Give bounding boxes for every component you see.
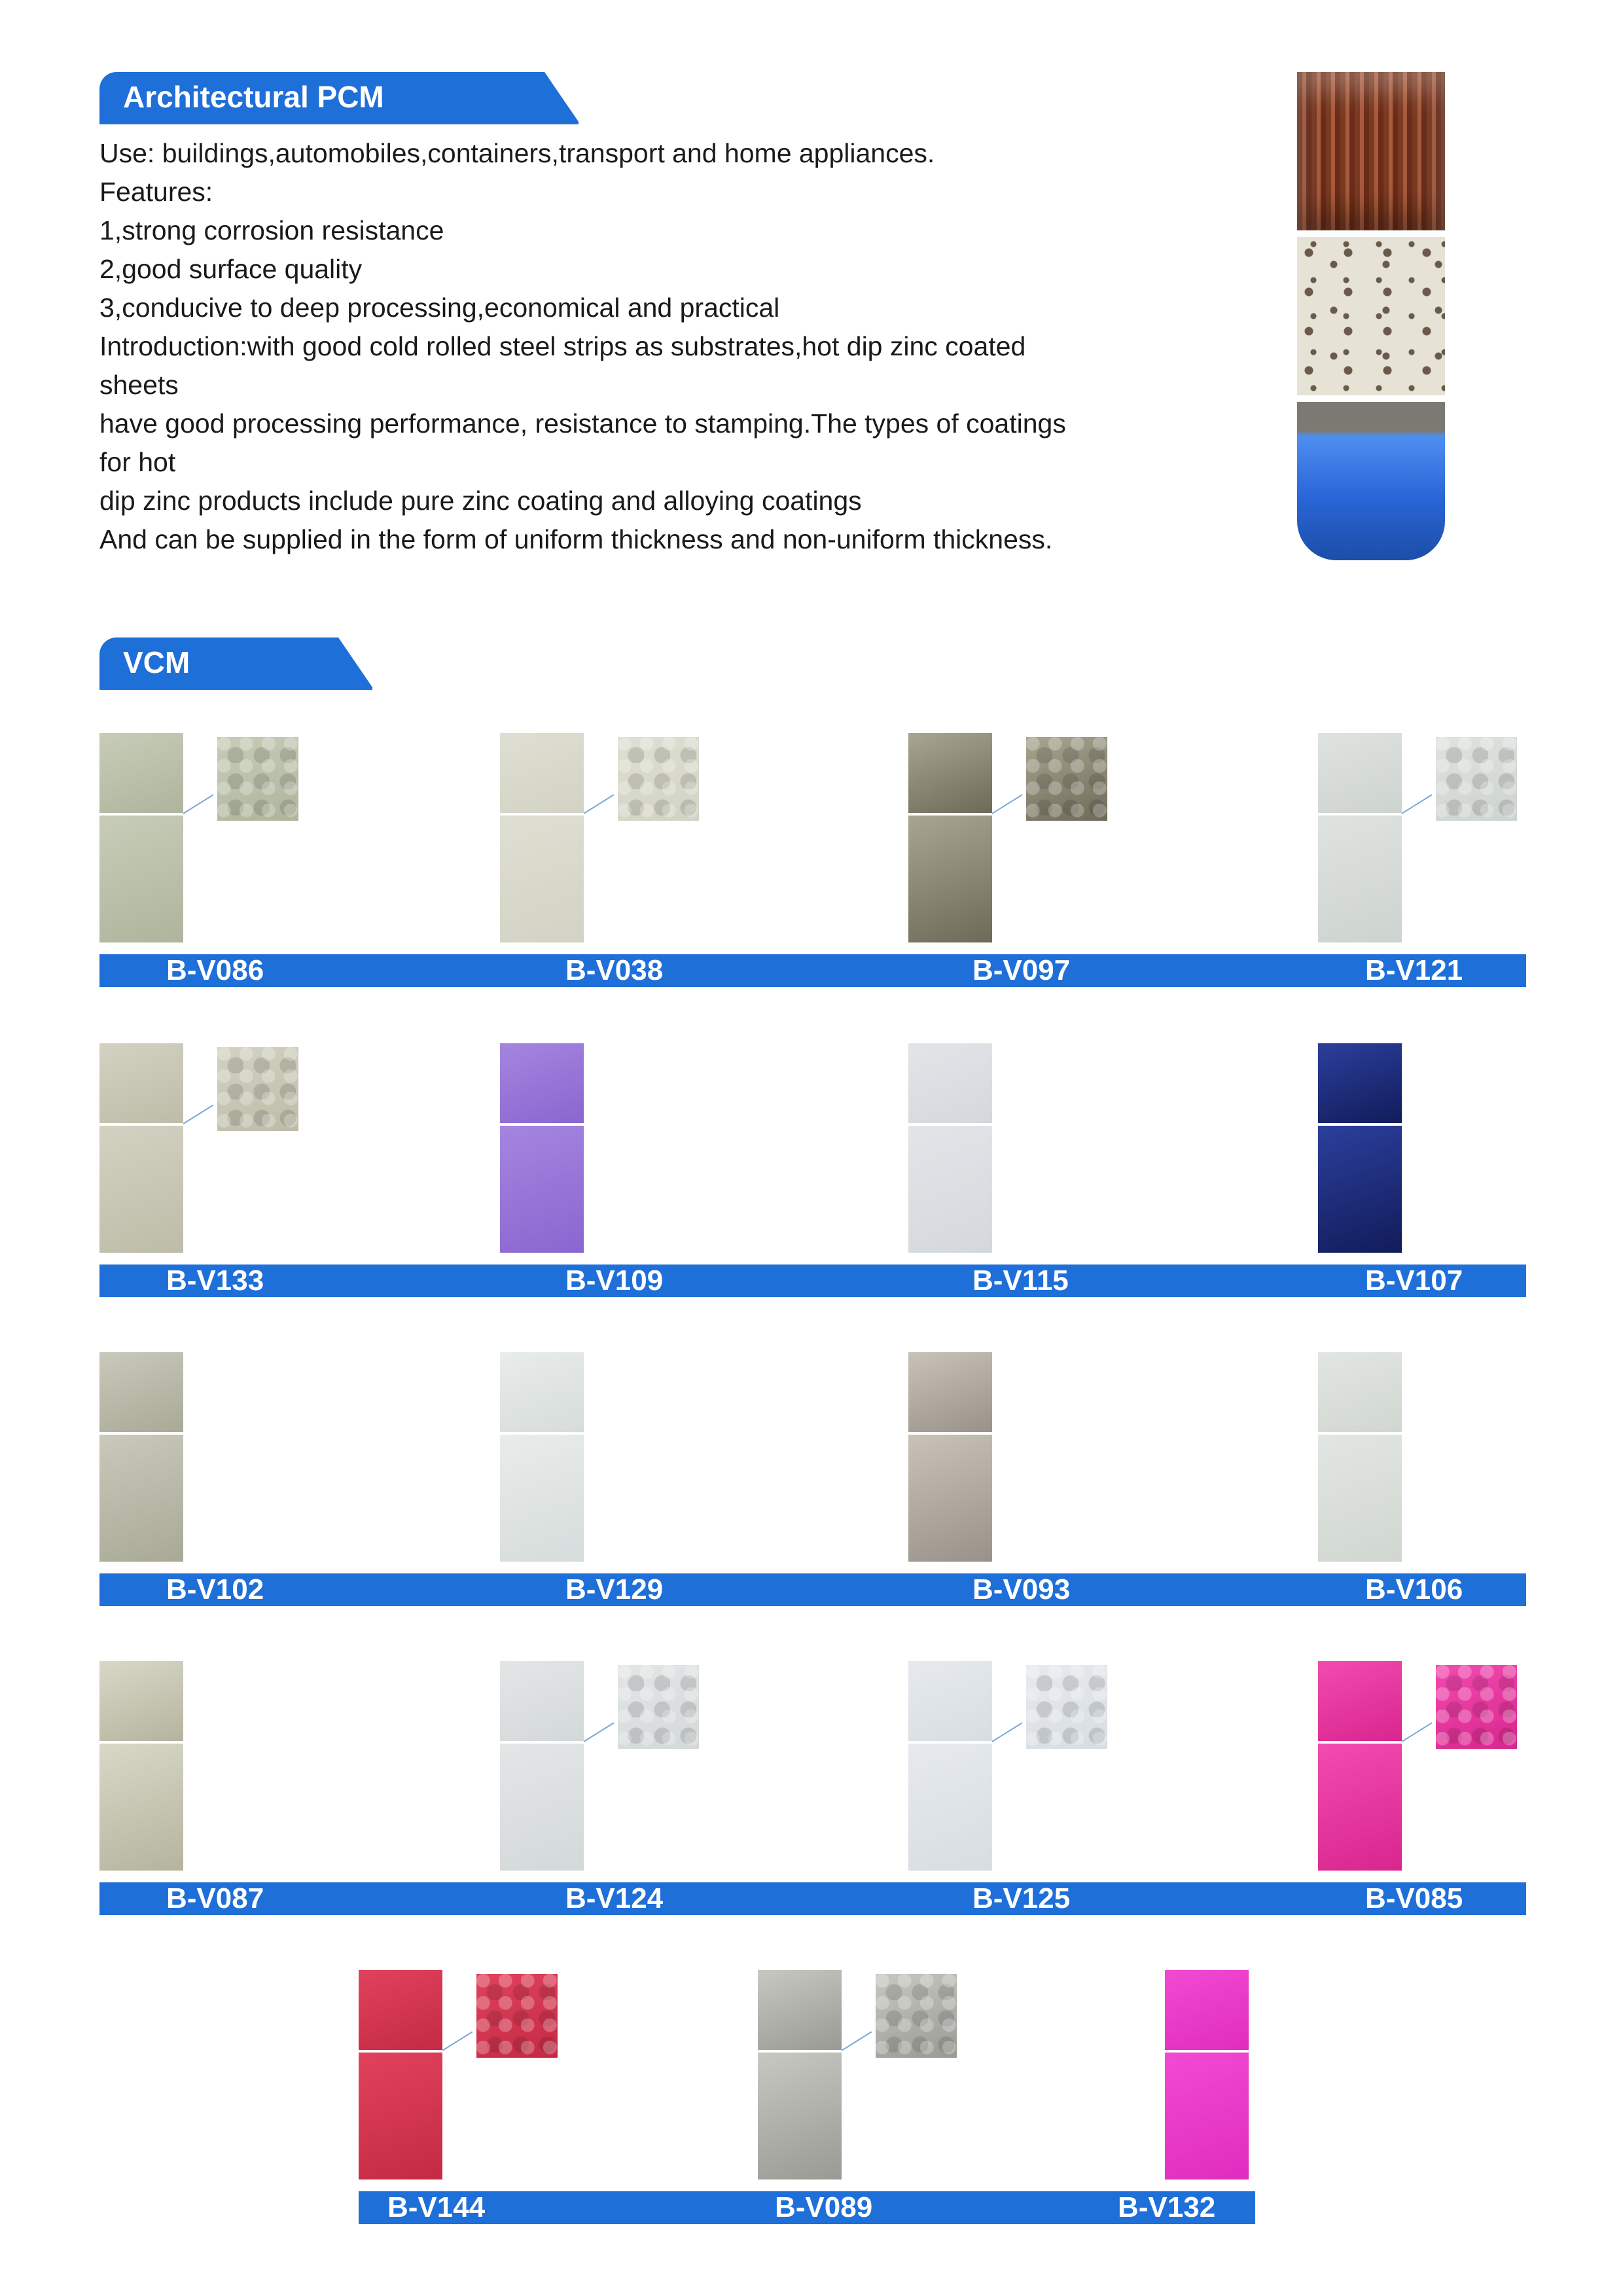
swatch-b-v087 bbox=[99, 1660, 183, 1872]
swatch-panel bbox=[908, 1661, 992, 1741]
zoom-pointer bbox=[841, 2032, 872, 2051]
swatch-panel bbox=[1165, 2053, 1249, 2179]
zoom-detail-b-v133 bbox=[217, 1047, 298, 1131]
zoom-detail-b-v089 bbox=[876, 1974, 957, 2058]
swatch-panel bbox=[1318, 1352, 1402, 1432]
intro-line: 1,strong corrosion resistance bbox=[99, 215, 444, 245]
intro-line: 2,good surface quality bbox=[99, 254, 363, 284]
swatch-code: B-V133 bbox=[166, 1265, 264, 1297]
swatch-panel bbox=[500, 1043, 584, 1123]
swatch-panel bbox=[908, 733, 992, 813]
swatch-b-v093 bbox=[908, 1351, 992, 1563]
hero-image-marble-pattern-coil bbox=[1297, 237, 1445, 395]
swatch-panel bbox=[1165, 1970, 1249, 2050]
zoom-detail-b-v125 bbox=[1026, 1665, 1107, 1749]
swatch-panel bbox=[99, 1661, 183, 1741]
swatch-code: B-V132 bbox=[1118, 2191, 1216, 2223]
swatch-panel bbox=[908, 1043, 992, 1123]
intro-line: Introduction:with good cold rolled steel strips as substrates,hot dip zinc coated sheets bbox=[99, 331, 1026, 400]
swatch-panel bbox=[500, 1435, 584, 1562]
swatch-panel bbox=[1318, 1661, 1402, 1741]
intro-line: 3,conducive to deep processing,economical and practical bbox=[99, 293, 780, 323]
swatch-panel bbox=[1318, 733, 1402, 813]
code-bar bbox=[99, 954, 1526, 987]
zoom-pointer bbox=[991, 795, 1022, 814]
swatch-panel bbox=[908, 816, 992, 942]
zoom-detail-b-v144 bbox=[476, 1974, 558, 2058]
swatch-b-v125 bbox=[908, 1660, 992, 1872]
swatch-panel bbox=[500, 1661, 584, 1741]
swatch-code: B-V125 bbox=[972, 1882, 1071, 1914]
swatch-panel bbox=[500, 1126, 584, 1253]
zoom-pointer bbox=[183, 795, 213, 814]
section-title-pcm-text: Architectural PCM bbox=[123, 80, 384, 114]
swatch-panel bbox=[1318, 1435, 1402, 1562]
hero-image-blue-coil bbox=[1297, 402, 1445, 560]
swatch-code: B-V087 bbox=[166, 1882, 264, 1914]
zoom-detail-b-v121 bbox=[1436, 737, 1517, 821]
swatch-panel bbox=[758, 2053, 842, 2179]
swatch-b-v102 bbox=[99, 1351, 183, 1563]
zoom-pointer bbox=[991, 1723, 1022, 1742]
swatch-code: B-V109 bbox=[565, 1265, 664, 1297]
swatch-code: B-V038 bbox=[565, 954, 664, 986]
swatch-panel bbox=[99, 1352, 183, 1432]
swatch-panel bbox=[1318, 1043, 1402, 1123]
swatch-code: B-V107 bbox=[1365, 1265, 1463, 1297]
zoom-pointer bbox=[183, 1105, 213, 1124]
swatch-panel bbox=[500, 1352, 584, 1432]
intro-line: dip zinc products include pure zinc coating and alloying coatings bbox=[99, 486, 862, 516]
swatch-panel bbox=[99, 816, 183, 942]
swatch-panel bbox=[359, 1970, 442, 2050]
swatch-panel bbox=[1318, 816, 1402, 942]
intro-line: Features: bbox=[99, 177, 213, 207]
swatch-panel bbox=[1318, 1126, 1402, 1253]
swatch-code: B-V097 bbox=[972, 954, 1071, 986]
swatch-panel bbox=[99, 1435, 183, 1562]
swatch-b-v106 bbox=[1318, 1351, 1402, 1563]
swatch-b-v086 bbox=[99, 732, 183, 944]
zoom-detail-b-v038 bbox=[618, 737, 699, 821]
section-title-pcm bbox=[99, 72, 531, 122]
swatch-panel bbox=[99, 1744, 183, 1871]
zoom-pointer bbox=[1401, 795, 1432, 814]
swatch-b-v132 bbox=[1165, 1969, 1249, 2181]
intro-line: Use: buildings,automobiles,containers,transport and home appliances. bbox=[99, 138, 935, 168]
swatch-code: B-V121 bbox=[1365, 954, 1463, 986]
intro-line: And can be supplied in the form of uniform thickness and non-uniform thickness. bbox=[99, 524, 1053, 554]
swatch-panel bbox=[908, 1352, 992, 1432]
swatch-panel bbox=[500, 1744, 584, 1871]
swatch-panel bbox=[908, 1435, 992, 1562]
swatch-code: B-V086 bbox=[166, 954, 264, 986]
swatch-b-v124 bbox=[500, 1660, 584, 1872]
swatch-code: B-V089 bbox=[775, 2191, 873, 2223]
swatch-panel bbox=[99, 1043, 183, 1123]
swatch-b-v089 bbox=[758, 1969, 842, 2181]
zoom-detail-b-v085 bbox=[1436, 1665, 1517, 1749]
intro-text bbox=[99, 134, 1068, 559]
swatch-b-v133 bbox=[99, 1042, 183, 1254]
swatch-panel bbox=[500, 733, 584, 813]
swatch-b-v129 bbox=[500, 1351, 584, 1563]
code-bar bbox=[99, 1573, 1526, 1606]
swatch-b-v109 bbox=[500, 1042, 584, 1254]
swatch-code: B-V093 bbox=[972, 1573, 1071, 1605]
zoom-pointer bbox=[442, 2032, 473, 2051]
swatch-panel bbox=[908, 1744, 992, 1871]
swatch-b-v107 bbox=[1318, 1042, 1402, 1254]
code-bar bbox=[99, 1882, 1526, 1915]
zoom-detail-b-v097 bbox=[1026, 737, 1107, 821]
swatch-panel bbox=[1318, 1744, 1402, 1871]
swatch-code: B-V102 bbox=[166, 1573, 264, 1605]
swatch-code: B-V129 bbox=[565, 1573, 664, 1605]
intro-line: have good processing performance, resistance to stamping.The types of coatings for hot bbox=[99, 408, 1066, 477]
swatch-code: B-V124 bbox=[565, 1882, 664, 1914]
swatch-b-v085 bbox=[1318, 1660, 1402, 1872]
swatch-b-v038 bbox=[500, 732, 584, 944]
swatch-panel bbox=[99, 1126, 183, 1253]
swatch-code: B-V115 bbox=[972, 1265, 1069, 1297]
swatch-code: B-V106 bbox=[1365, 1573, 1463, 1605]
swatch-b-v144 bbox=[359, 1969, 442, 2181]
swatch-panel bbox=[359, 2053, 442, 2179]
zoom-detail-b-v124 bbox=[618, 1665, 699, 1749]
swatch-panel bbox=[500, 816, 584, 942]
swatch-code: B-V144 bbox=[387, 2191, 486, 2223]
zoom-pointer bbox=[583, 795, 614, 814]
swatch-b-v115 bbox=[908, 1042, 992, 1254]
section-title-vcm bbox=[99, 637, 325, 687]
section-title-vcm-text: VCM bbox=[123, 645, 190, 679]
swatch-panel bbox=[908, 1126, 992, 1253]
swatch-panel bbox=[758, 1970, 842, 2050]
swatch-code: B-V085 bbox=[1365, 1882, 1463, 1914]
swatch-panel bbox=[99, 733, 183, 813]
code-bar bbox=[99, 1265, 1526, 1297]
zoom-pointer bbox=[583, 1723, 614, 1742]
zoom-detail-b-v086 bbox=[217, 737, 298, 821]
hero-image-wood-grain-coil bbox=[1297, 72, 1445, 230]
swatch-b-v097 bbox=[908, 732, 992, 944]
zoom-pointer bbox=[1401, 1723, 1432, 1742]
swatch-b-v121 bbox=[1318, 732, 1402, 944]
